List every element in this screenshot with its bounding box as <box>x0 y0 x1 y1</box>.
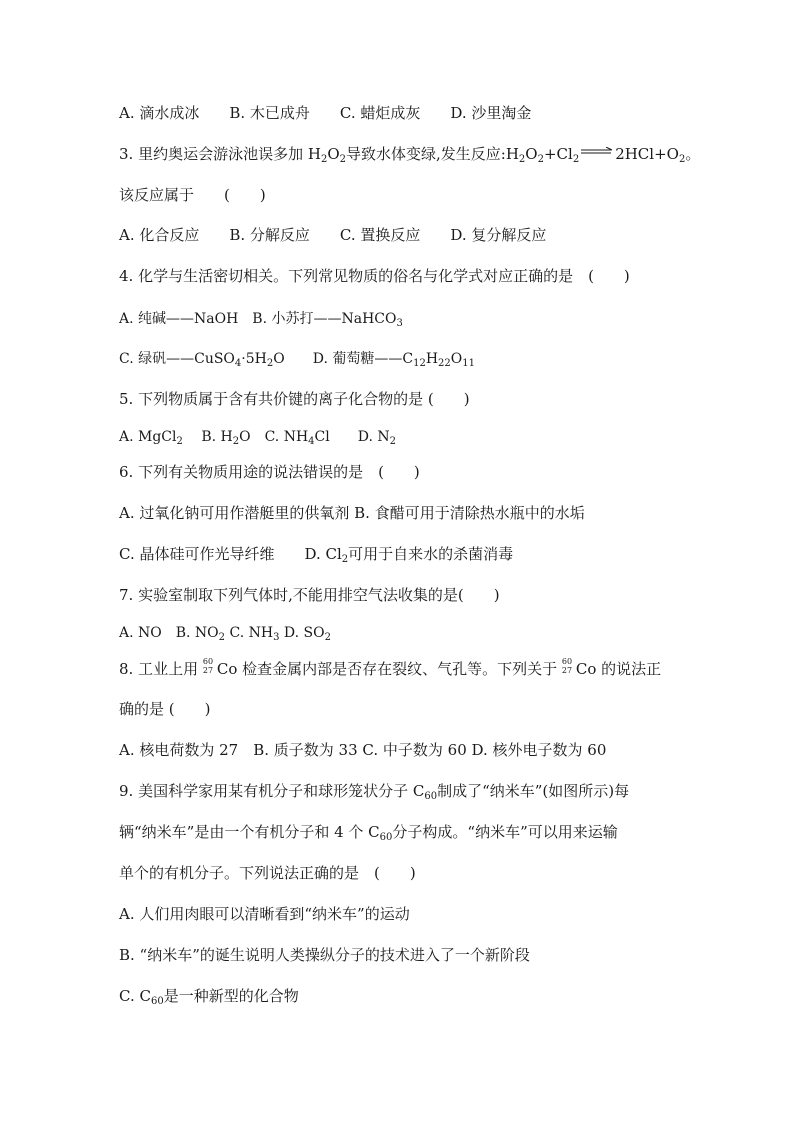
text: Cl D. N <box>314 429 390 445</box>
subscript: 12 <box>413 358 426 369</box>
text: B. H <box>182 429 233 445</box>
atomic-number: 27 <box>202 666 214 675</box>
text: 2HCl+O <box>615 145 679 163</box>
text: A. 人们用肉眼可以清晰看到“纳米车”的运动 <box>119 905 410 923</box>
text: A. MgCl <box>119 429 177 445</box>
q3-options <box>119 225 546 245</box>
subscript: 2 <box>266 358 274 369</box>
subscript: 2 <box>320 154 328 165</box>
subscript: 4 <box>234 358 242 369</box>
text: 5. 下列物质属于含有共价键的离子化合物的是 ( ) <box>119 390 470 408</box>
subscript: 2 <box>389 436 396 447</box>
subscript: 4 <box>308 436 315 447</box>
text: C. NH <box>225 625 274 641</box>
atomic-number: 27 <box>561 666 573 675</box>
text: A. 化合反应 B. 分解反应 C. 置换反应 D. 复分解反应 <box>119 226 547 244</box>
text: A. NO B. NO <box>119 625 219 641</box>
mass-number: 60 <box>202 657 214 666</box>
subscript: 22 <box>438 358 451 369</box>
text: C. 晶体硅可作光导纤维 D. Cl <box>119 545 342 563</box>
q9-stem-cont2 <box>119 863 416 883</box>
text: A. 过氧化钠可用作潜艇里的供氧剂 B. 食醋可用于清除热水瓶中的水垢 <box>119 504 585 522</box>
subscript: 60 <box>424 791 438 802</box>
text: O <box>327 145 340 163</box>
q6-options-cd <box>119 544 513 564</box>
subscript: 2 <box>341 554 349 565</box>
q4-options-cd <box>119 349 475 369</box>
subscript: 60 <box>379 832 393 843</box>
subscript: 3 <box>273 632 280 643</box>
q3-stem-cont <box>119 185 266 205</box>
text: A. 核电荷数为 27 B. 质子数为 33 C. 中子数为 60 D. 核外电子数为 60 <box>119 741 607 759</box>
text: O <box>450 351 463 367</box>
q9-stem-cont <box>119 822 618 842</box>
subscript: 2 <box>176 436 183 447</box>
mass-number: 60 <box>561 657 573 666</box>
subscript: 2 <box>232 436 240 447</box>
text: 确的是 ( ) <box>119 700 211 718</box>
nuclide-notation <box>562 658 576 676</box>
q5-options <box>119 427 396 447</box>
q6-options-ab <box>119 503 585 523</box>
q9-option-a <box>119 904 410 924</box>
text: 该反应属于 ( ) <box>119 186 266 204</box>
text: D. SO <box>279 625 325 641</box>
q4-options-ab <box>119 309 403 329</box>
reaction-arrow-icon <box>580 147 614 157</box>
q9-option-c <box>119 986 299 1006</box>
text: 。 <box>685 145 701 163</box>
text: 4. 化学与生活密切相关。下列常见物质的俗名与化学式对应正确的是 ( ) <box>119 267 630 285</box>
text: 6. 下列有关物质用途的说法错误的是 ( ) <box>119 463 420 481</box>
subscript: 2 <box>518 154 526 165</box>
subscript: 2 <box>324 632 331 643</box>
q2-options <box>119 103 531 123</box>
q7-stem <box>119 585 500 605</box>
text: 3. 里约奥运会游泳池误多加 H <box>119 145 321 163</box>
text: O <box>525 145 538 163</box>
text: A. 纯碱——NaOH B. 小苏打——NaHCO <box>119 311 397 327</box>
text: 8. 工业上用 <box>119 660 203 678</box>
subscript: 3 <box>396 318 403 329</box>
text: 7. 实验室制取下列气体时,不能用排空气法收集的是( ) <box>119 586 500 604</box>
q5-stem <box>119 389 470 409</box>
subscript: 2 <box>572 154 580 165</box>
subscript: 2 <box>678 154 686 165</box>
text: 单个的有机分子。下列说法正确的是 ( ) <box>119 864 416 882</box>
q9-option-b <box>119 945 530 965</box>
text: 制成了“纳米车”(如图所示)每 <box>437 782 630 800</box>
text: ·5H <box>241 351 267 367</box>
text: C. C <box>119 987 151 1005</box>
text: 是一种新型的化合物 <box>163 987 299 1005</box>
subscript: 2 <box>537 154 544 165</box>
text: Co 的说法正 <box>575 660 662 678</box>
text: C. 绿矾——CuSO <box>119 351 235 367</box>
q3-stem <box>119 144 700 164</box>
text: H <box>425 351 439 367</box>
subscript: 2 <box>218 632 226 643</box>
text: B. “纳米车”的诞生说明人类操纵分子的技术进入了一个新阶段 <box>119 946 530 964</box>
text: +Cl <box>543 145 573 163</box>
text: O C. NH <box>239 429 309 445</box>
q8-stem <box>119 658 661 679</box>
text: Co 检查金属内部是否存在裂纹、气孔等。下列关于 <box>216 660 562 678</box>
q9-stem <box>119 781 629 801</box>
text: 可用于自来水的杀菌消毒 <box>348 545 514 563</box>
subscript: 11 <box>462 358 475 369</box>
text: O D. 葡萄糖——C <box>273 351 414 367</box>
nuclide-notation <box>203 658 217 676</box>
q8-options <box>119 740 606 760</box>
text: 辆“纳米车”是由一个有机分子和 4 个 C <box>119 823 380 841</box>
subscript: 2 <box>339 154 346 165</box>
text: 9. 美国科学家用某有机分子和球形笼状分子 C <box>119 782 425 800</box>
q4-stem <box>119 266 630 286</box>
option-text: A. 滴水成冰 B. 木已成舟 C. 蜡炬成灰 D. 沙里淘金 <box>119 104 532 122</box>
subscript: 60 <box>150 996 164 1007</box>
q7-options <box>119 623 331 643</box>
text: 导致水体变绿,发生反应:H <box>346 145 519 163</box>
q8-stem-cont <box>119 699 210 719</box>
q6-stem <box>119 462 420 482</box>
text: 分子构成。“纳米车”可以用来运输 <box>392 823 618 841</box>
